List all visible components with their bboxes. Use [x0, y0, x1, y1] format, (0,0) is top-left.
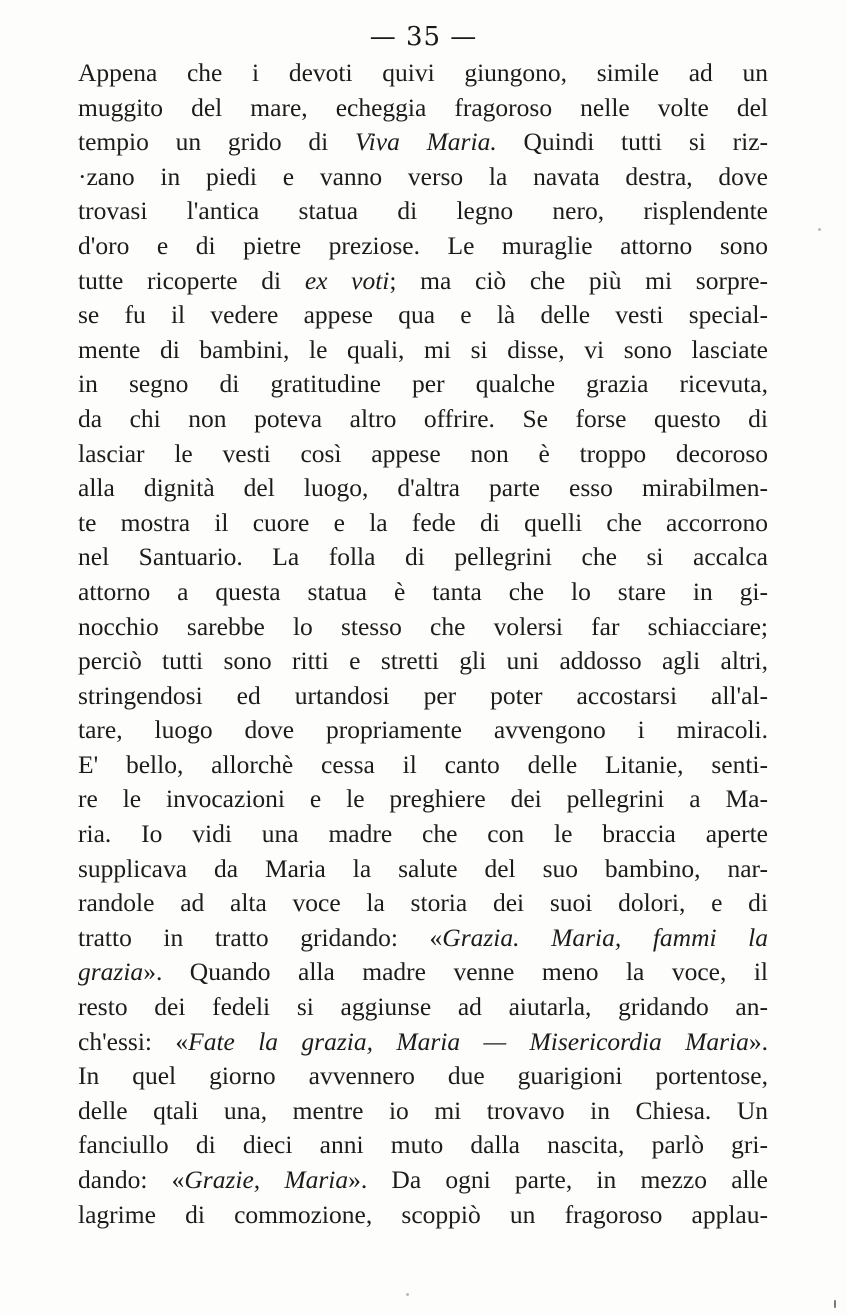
text-segment: lasciar le vesti così appese non è troppo decoroso: [78, 438, 768, 468]
text-segment: se fu il vedere appese qua e là delle vesti special-: [78, 300, 768, 330]
paper-edge-mark: [834, 1300, 836, 1308]
text-line: [78, 91, 768, 126]
text-line: [78, 748, 768, 783]
text-line: [78, 437, 768, 472]
text-line: [78, 506, 768, 541]
italic-text: grazia: [78, 957, 144, 987]
text-segment: dando: «: [78, 1165, 185, 1194]
text-segment: re le invocazioni e le preghiere dei pellegrini a Ma-: [78, 784, 768, 814]
text-segment: Quindi tutti si riz-: [496, 127, 768, 157]
text-segment: da chi non poteva altro offrire. Se forse questo di: [78, 403, 768, 433]
text-segment: lagrime di commozione, scoppiò un fragoroso applau-: [78, 1199, 768, 1229]
text-line: [78, 921, 768, 956]
text-segment: muggito del mare, echeggia fragoroso nelle volte del: [78, 92, 768, 122]
text-segment: trovasi l'antica statua di legno nero, risplendente: [78, 196, 768, 226]
text-segment: perciò tutti sono ritti e stretti gli uni addosso agli altri,: [78, 646, 768, 676]
text-segment: tempio un grido di: [78, 127, 355, 157]
text-line: [78, 817, 768, 852]
text-segment: ; ma ciò che più mi sorpre-: [389, 265, 768, 295]
text-segment: stringendosi ed urtandosi per poter accostarsi all'al-: [78, 680, 768, 710]
text-segment: ».: [748, 1026, 768, 1056]
text-segment: supplicava da Maria la salute del suo bambino, nar-: [78, 853, 768, 883]
text-line: [78, 644, 768, 679]
text-segment: ·zano in piedi e vanno verso la navata destra, dove: [78, 161, 768, 191]
page-number: — 35 —: [369, 22, 478, 52]
text-segment: In quel giorno avvennero due guarigioni portentose,: [78, 1061, 768, 1091]
text-line: [78, 679, 768, 714]
text-line: [78, 575, 768, 610]
text-line: [78, 125, 768, 160]
text-line: [78, 955, 768, 990]
italic-text: Grazie, Maria: [184, 1165, 349, 1194]
text-segment: attorno a questa statua è tanta che lo stare in gi-: [78, 576, 768, 606]
text-line: [78, 160, 768, 195]
text-segment: alla dignità del luogo, d'altra parte esso mirabilmen-: [78, 473, 768, 503]
text-line: [78, 713, 768, 748]
text-line: [78, 298, 768, 333]
text-segment: resto dei fedeli si aggiunse ad aiutarla, gridando an-: [78, 992, 768, 1022]
text-segment: fanciullo di dieci anni muto dalla nascita, parlò gri-: [78, 1130, 768, 1160]
text-line: [78, 194, 768, 229]
paper-speck: [818, 228, 821, 231]
text-segment: ». Da ogni parte, in mezzo alle: [348, 1165, 768, 1194]
text-segment: randole ad alta voce la storia dei suoi dolori, e di: [78, 888, 768, 918]
text-line: [78, 852, 768, 887]
text-line: [78, 1163, 768, 1198]
text-segment: ch'essi: «: [78, 1026, 189, 1056]
text-line: [78, 1128, 768, 1163]
italic-text: Grazia. Maria, fammi la: [442, 922, 768, 952]
text-line: [78, 229, 768, 264]
text-line: [78, 990, 768, 1025]
text-line: [78, 471, 768, 506]
text-line: [78, 333, 768, 368]
text-segment: tratto in tratto gridando: «: [78, 922, 443, 952]
text-segment: nocchio sarebbe lo stesso che volersi far schiacciare;: [78, 611, 768, 641]
text-segment: in segno di gratitudine per qualche grazia ricevuta,: [78, 369, 768, 399]
text-line: [78, 402, 768, 437]
text-line: [78, 782, 768, 817]
text-line: [78, 1094, 768, 1129]
text-segment: te mostra il cuore e la fede di quelli che accorrono: [78, 507, 768, 537]
text-segment: d'oro e di pietre preziose. Le muraglie attorno sono: [78, 230, 768, 260]
text-line: [78, 610, 768, 645]
text-segment: ». Quando alla madre venne meno la voce, il: [143, 957, 768, 987]
text-line: [78, 264, 768, 299]
text-line: [78, 367, 768, 402]
text-segment: tare, luogo dove propriamente avvengono i miracoli.: [78, 715, 768, 745]
italic-text: Fate la grazia, Maria — Misericordia Maria: [188, 1026, 749, 1056]
text-line: [78, 1198, 768, 1233]
text-segment: E' bello, allorchè cessa il canto delle Litanie, senti-: [78, 749, 768, 779]
text-segment: ria. Io vidi una madre che con le braccia aperte: [78, 819, 768, 849]
text-segment: Appena che i devoti quivi giungono, simile ad un: [78, 58, 768, 87]
text-segment: nel Santuario. La folla di pellegrini che si accalca: [78, 542, 768, 572]
text-segment: tutte ricoperte di: [78, 265, 305, 295]
italic-text: Viva Maria.: [354, 127, 497, 157]
italic-text: ex voti: [304, 265, 390, 295]
paper-speck: [406, 1293, 409, 1296]
text-line: [78, 1025, 768, 1060]
text-line: [78, 886, 768, 921]
text-segment: delle qtali una, mentre io mi trovavo in Chiesa. Un: [78, 1095, 768, 1125]
text-line: [78, 540, 768, 575]
body-text: [78, 56, 768, 1232]
text-line: [78, 56, 768, 91]
text-segment: mente di bambini, le quali, mi si disse, vi sono lasciate: [78, 334, 768, 364]
text-line: [78, 1059, 768, 1094]
